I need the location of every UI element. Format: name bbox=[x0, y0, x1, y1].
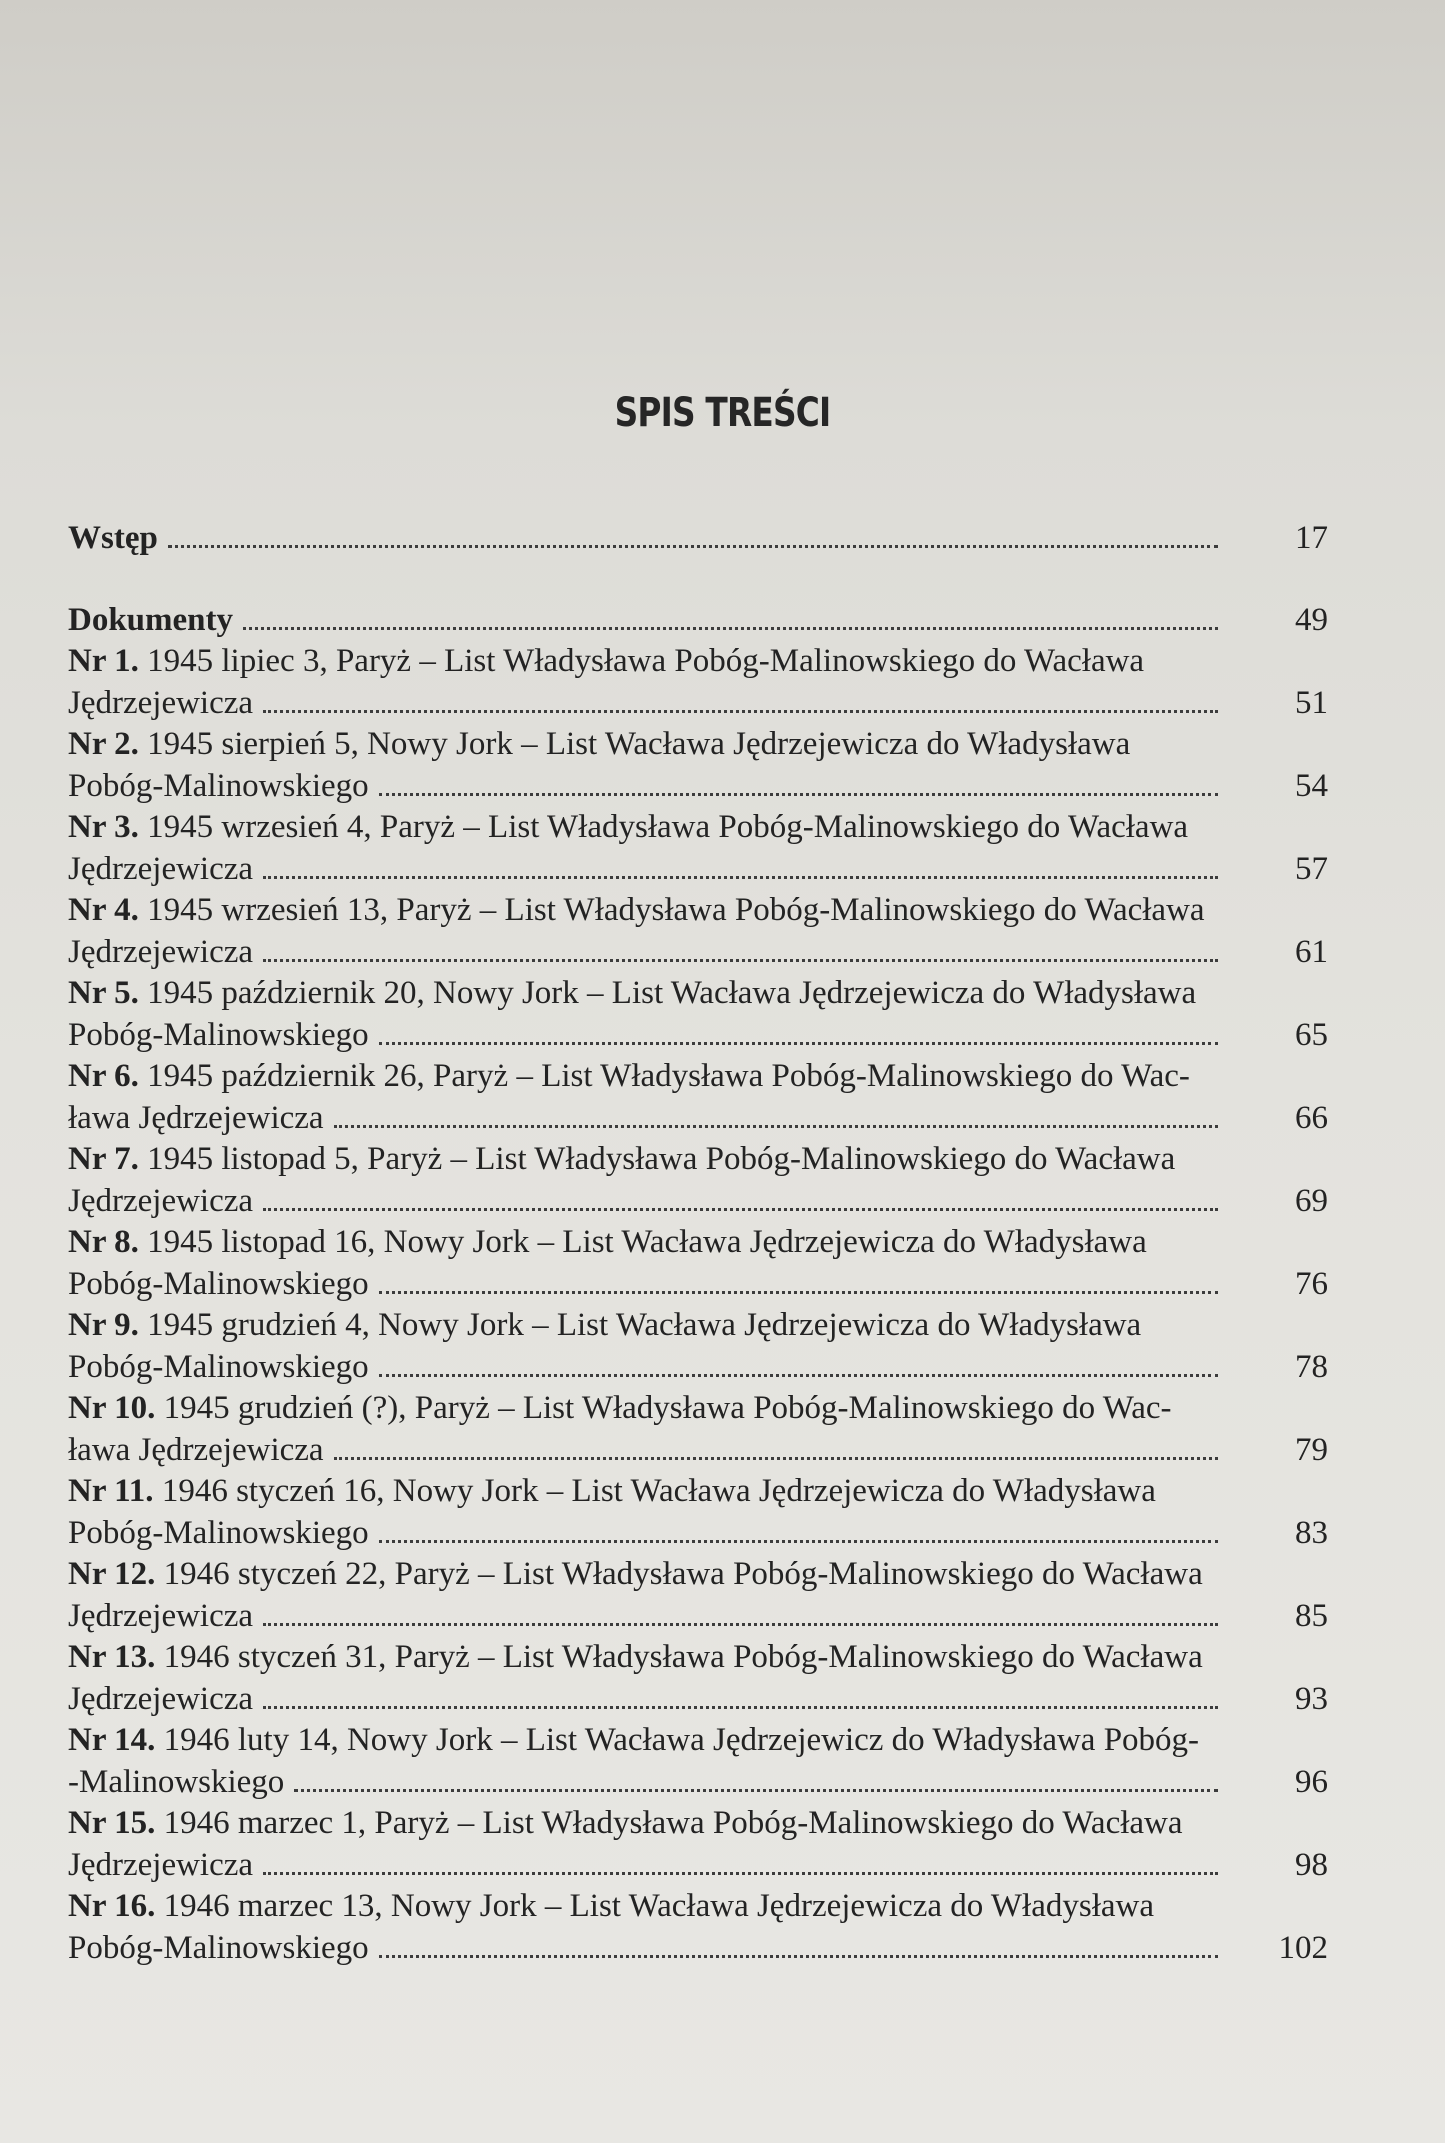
toc-entry-number: Nr 8. bbox=[68, 1224, 139, 1260]
toc-entry-number: Nr 12. bbox=[68, 1556, 156, 1592]
toc-entry bbox=[68, 1139, 1328, 1222]
toc-entry-number: Nr 11. bbox=[68, 1473, 154, 1509]
toc-entry-line2 bbox=[68, 1430, 1328, 1472]
toc-entry-page: 78 bbox=[1295, 1348, 1328, 1385]
toc-entry-page: 93 bbox=[1295, 1680, 1328, 1717]
toc-entry bbox=[68, 807, 1328, 890]
toc-entry-page: 85 bbox=[1295, 1597, 1328, 1634]
toc-entry-line1 bbox=[68, 1637, 1328, 1679]
toc-entry bbox=[68, 1471, 1328, 1554]
toc-entry-title-cont: Jędrzejewicza bbox=[68, 1597, 254, 1634]
toc-entry-line1 bbox=[68, 1222, 1328, 1264]
toc-entry-line1 bbox=[68, 1056, 1328, 1098]
toc-entry-title-cont: Pobóg-Malinowskiego bbox=[68, 1929, 369, 1966]
toc-entry-line2 bbox=[68, 1679, 1328, 1721]
toc-entry-line2 bbox=[68, 1596, 1328, 1638]
toc-entries bbox=[68, 641, 1328, 1969]
toc-entry-title: 1945 wrzesień 13, Paryż – List Władysława Pobóg-Malinowskiego do Wacława bbox=[147, 892, 1205, 928]
toc-entry-title: 1945 grudzień 4, Nowy Jork – List Wacława Jędrzejewicza do Władysława bbox=[147, 1307, 1142, 1343]
toc-entry-title-cont: Pobóg-Malinowskiego bbox=[68, 767, 369, 804]
dot-leader bbox=[294, 1763, 1218, 1792]
toc-entry-title-cont: ława Jędrzejewicza bbox=[68, 1431, 324, 1468]
toc-docs bbox=[68, 600, 1328, 642]
toc-entry-title-cont: ława Jędrzejewicza bbox=[68, 1099, 324, 1136]
toc-entry-line2 bbox=[68, 1845, 1328, 1887]
toc-entry-title: 1945 listopad 5, Paryż – List Władysława Pobóg-Malinowskiego do Wacława bbox=[147, 1141, 1176, 1177]
toc-entry-title: 1945 październik 26, Paryż – List Władysława Pobóg-Malinowskiego do Wac- bbox=[147, 1058, 1190, 1094]
table-of-contents bbox=[68, 518, 1328, 1969]
toc-entry-line1 bbox=[68, 1886, 1328, 1928]
toc-entry-number: Nr 15. bbox=[68, 1805, 156, 1841]
toc-entry-number: Nr 14. bbox=[68, 1722, 156, 1758]
toc-entry-line2 bbox=[68, 1762, 1328, 1804]
dot-leader bbox=[263, 1846, 1218, 1875]
toc-entry-line2 bbox=[68, 1098, 1328, 1140]
toc-entry-title: 1946 styczeń 16, Nowy Jork – List Wacława Jędrzejewicza do Władysława bbox=[161, 1473, 1156, 1509]
toc-entry-title: 1945 listopad 16, Nowy Jork – List Wacława Jędrzejewicza do Władysława bbox=[147, 1224, 1147, 1260]
toc-entry-number: Nr 4. bbox=[68, 892, 139, 928]
toc-entry bbox=[68, 1803, 1328, 1886]
dot-leader bbox=[379, 1348, 1218, 1377]
toc-entry-line1 bbox=[68, 1803, 1328, 1845]
toc-entry-page: 51 bbox=[1295, 684, 1328, 721]
toc-intro-page: 17 bbox=[1295, 520, 1328, 556]
dot-leader bbox=[379, 1016, 1218, 1045]
toc-entry-title-cont: Jędrzejewicza bbox=[68, 1846, 254, 1883]
toc-entry-title: 1945 październik 20, Nowy Jork – List Wacława Jędrzejewicza do Władysława bbox=[147, 975, 1197, 1011]
toc-entry bbox=[68, 641, 1328, 724]
toc-entry-line1 bbox=[68, 1554, 1328, 1596]
toc-entry-line2 bbox=[68, 1181, 1328, 1223]
toc-entry-page: 98 bbox=[1295, 1846, 1328, 1883]
toc-entry-title: 1946 marzec 1, Paryż – List Władysława Pobóg-Malinowskiego do Wacława bbox=[163, 1805, 1183, 1841]
toc-entry-title: 1945 grudzień (?), Paryż – List Władysława Pobóg-Malinowskiego do Wac- bbox=[163, 1390, 1172, 1426]
toc-entry-page: 54 bbox=[1295, 767, 1328, 804]
dot-leader bbox=[243, 601, 1218, 630]
toc-entry-number: Nr 3. bbox=[68, 809, 139, 845]
toc-entry bbox=[68, 1305, 1328, 1388]
toc-entry-page: 96 bbox=[1295, 1763, 1328, 1800]
toc-entry-page: 102 bbox=[1278, 1929, 1328, 1966]
toc-entry-page: 69 bbox=[1295, 1182, 1328, 1219]
toc-entry bbox=[68, 1637, 1328, 1720]
toc-entry bbox=[68, 1388, 1328, 1471]
dot-leader bbox=[263, 1597, 1218, 1626]
dot-leader bbox=[379, 1929, 1218, 1958]
toc-docs-label: Dokumenty bbox=[68, 601, 234, 638]
toc-entry-page: 65 bbox=[1295, 1016, 1328, 1053]
toc-entry-title: 1946 marzec 13, Nowy Jork – List Wacława Jędrzejewicza do Władysława bbox=[163, 1888, 1154, 1924]
toc-entry-title-cont: Jędrzejewicza bbox=[68, 1182, 254, 1219]
toc-entry-line2 bbox=[68, 1928, 1328, 1970]
toc-entry-title: 1945 lipiec 3, Paryż – List Władysława Pobóg-Malinowskiego do Wacława bbox=[147, 643, 1145, 679]
toc-entry-title-cont: Pobóg-Malinowskiego bbox=[68, 1016, 369, 1053]
toc-entry-line1 bbox=[68, 973, 1328, 1015]
toc-entry-number: Nr 10. bbox=[68, 1390, 156, 1426]
dot-leader bbox=[334, 1099, 1218, 1128]
toc-intro-label: Wstęp bbox=[68, 520, 158, 556]
toc-entry-title: 1945 sierpień 5, Nowy Jork – List Wacława Jędrzejewicza do Władysława bbox=[147, 726, 1131, 762]
toc-entry-line2 bbox=[68, 766, 1328, 808]
toc-entry-title: 1946 luty 14, Nowy Jork – List Wacława Jędrzejewicz do Władysława Pobóg- bbox=[163, 1722, 1200, 1758]
toc-entry-line1 bbox=[68, 1471, 1328, 1513]
toc-entry-title-cont: Jędrzejewicza bbox=[68, 684, 254, 721]
toc-entry-page: 66 bbox=[1295, 1099, 1328, 1136]
toc-entry-title-cont: Jędrzejewicza bbox=[68, 1680, 254, 1717]
dot-leader bbox=[334, 1431, 1218, 1460]
toc-entry-number: Nr 7. bbox=[68, 1141, 139, 1177]
toc-entry-line2 bbox=[68, 683, 1328, 725]
toc-entry-title: 1946 styczeń 22, Paryż – List Władysława Pobóg-Malinowskiego do Wacława bbox=[163, 1556, 1203, 1592]
toc-entry-page: 76 bbox=[1295, 1265, 1328, 1302]
dot-leader bbox=[263, 684, 1218, 713]
toc-entry-title: 1945 wrzesień 4, Paryż – List Władysława Pobóg-Malinowskiego do Wacława bbox=[147, 809, 1189, 845]
toc-entry-line1 bbox=[68, 1720, 1328, 1762]
toc-entry-line1 bbox=[68, 1388, 1328, 1430]
dot-leader bbox=[379, 1265, 1218, 1294]
toc-entry bbox=[68, 1886, 1328, 1969]
toc-entry-number: Nr 1. bbox=[68, 643, 139, 679]
dot-leader bbox=[263, 850, 1218, 879]
toc-entry-title-cont: Pobóg-Malinowskiego bbox=[68, 1514, 369, 1551]
toc-entry-title-cont: Pobóg-Malinowskiego bbox=[68, 1265, 369, 1302]
toc-entry-page: 61 bbox=[1295, 933, 1328, 970]
dot-leader bbox=[263, 1182, 1218, 1211]
toc-entry bbox=[68, 724, 1328, 807]
toc-entry-title-cont: Jędrzejewicza bbox=[68, 933, 254, 970]
toc-entry-title-cont: Jędrzejewicza bbox=[68, 850, 254, 887]
toc-entry-number: Nr 2. bbox=[68, 726, 139, 762]
toc-entry-line1 bbox=[68, 1139, 1328, 1181]
toc-entry-number: Nr 9. bbox=[68, 1307, 139, 1343]
toc-entry bbox=[68, 1554, 1328, 1637]
toc-entry-line2 bbox=[68, 1015, 1328, 1057]
toc-docs-page: 49 bbox=[1295, 601, 1328, 638]
toc-entry-line2 bbox=[68, 1347, 1328, 1389]
toc-entry-page: 57 bbox=[1295, 850, 1328, 887]
toc-entry-line2 bbox=[68, 1264, 1328, 1306]
dot-leader bbox=[168, 519, 1218, 548]
dot-leader bbox=[379, 1514, 1218, 1543]
toc-entry-line1 bbox=[68, 807, 1328, 849]
toc-entry bbox=[68, 1720, 1328, 1803]
toc-intro bbox=[68, 518, 1328, 560]
toc-entry-page: 79 bbox=[1295, 1431, 1328, 1468]
toc-entry bbox=[68, 973, 1328, 1056]
toc-entry-page: 83 bbox=[1295, 1514, 1328, 1551]
toc-entry bbox=[68, 1056, 1328, 1139]
dot-leader bbox=[379, 767, 1218, 796]
toc-entry-number: Nr 5. bbox=[68, 975, 139, 1011]
toc-entry-number: Nr 13. bbox=[68, 1639, 156, 1675]
toc-entry-line1 bbox=[68, 724, 1328, 766]
toc-entry-title-cont: -Malinowskiego bbox=[68, 1763, 285, 1800]
toc-entry-line2 bbox=[68, 849, 1328, 891]
toc-entry-number: Nr 16. bbox=[68, 1888, 156, 1924]
dot-leader bbox=[263, 1680, 1218, 1709]
toc-entry-line2 bbox=[68, 1513, 1328, 1555]
toc-entry bbox=[68, 1222, 1328, 1305]
toc-entry-line1 bbox=[68, 641, 1328, 683]
toc-entry bbox=[68, 890, 1328, 973]
dot-leader bbox=[263, 933, 1218, 962]
toc-entry-number: Nr 6. bbox=[68, 1058, 139, 1094]
toc-entry-title: 1946 styczeń 31, Paryż – List Władysława Pobóg-Malinowskiego do Wacława bbox=[163, 1639, 1203, 1675]
page-title: SPIS TREŚCI bbox=[614, 390, 831, 436]
toc-entry-line1 bbox=[68, 1305, 1328, 1347]
spacer bbox=[68, 560, 1328, 600]
toc-entry-line2 bbox=[68, 932, 1328, 974]
toc-entry-title-cont: Pobóg-Malinowskiego bbox=[68, 1348, 369, 1385]
toc-entry-line1 bbox=[68, 890, 1328, 932]
